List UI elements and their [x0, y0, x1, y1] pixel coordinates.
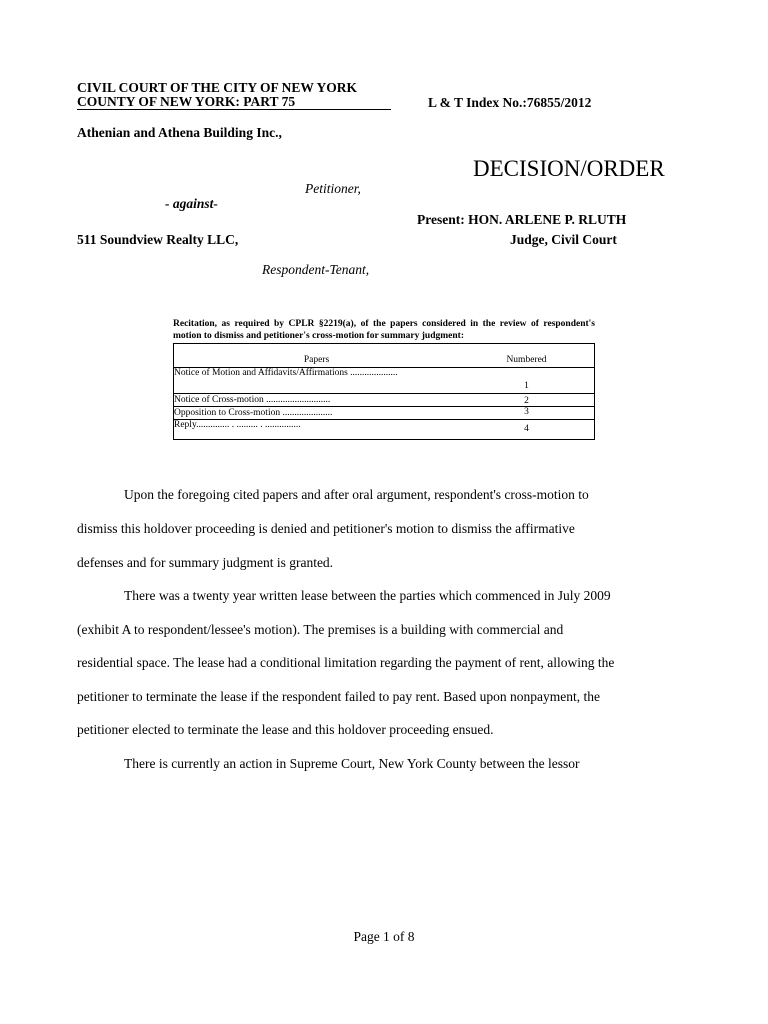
petitioner-role: Petitioner,: [305, 181, 361, 196]
respondent-role: Respondent-Tenant,: [262, 262, 370, 277]
court-part-line: COUNTY OF NEW YORK: PART 75: [77, 94, 296, 109]
papers-table: [173, 343, 595, 440]
paper-description: Notice of Cross-motion ...........................: [174, 395, 331, 405]
body-line: There is currently an action in Supreme Court, New York County between the lessor: [124, 756, 580, 771]
paper-description: Reply.............. . ......... . ...............: [174, 420, 301, 430]
judge-title: Judge, Civil Court: [510, 232, 617, 247]
table-row: [174, 419, 594, 440]
court-name-line: CIVIL COURT OF THE CITY OF NEW YORK: [77, 80, 357, 95]
table-row: [174, 393, 594, 407]
numbered-column-header: Numbered: [506, 355, 547, 365]
document-title: DECISION/ORDER: [473, 156, 665, 181]
present-judge: Present: HON. ARLENE P. RLUTH: [417, 212, 627, 227]
page-number: Page 1 of 8: [353, 929, 415, 944]
paper-description: Notice of Motion and Affidavits/Affirmations ....................: [174, 368, 398, 378]
body-line: (exhibit A to respondent/lessee's motion). The premises is a building with commercial and: [77, 622, 564, 637]
caption-underline: [77, 109, 391, 110]
table-row: [174, 367, 594, 394]
body-line: residential space. The lease had a conditional limitation regarding the payment of rent, allowing the: [77, 655, 615, 670]
paper-number: 3: [524, 407, 529, 417]
body-line: Upon the foregoing cited papers and after oral argument, respondent's cross-motion to: [124, 487, 589, 502]
body-line: dismiss this holdover proceeding is denied and petitioner's motion to dismiss the affirmative: [77, 521, 575, 536]
body-line: There was a twenty year written lease between the parties which commenced in July 2009: [124, 588, 611, 603]
against-label: - against-: [165, 196, 218, 211]
body-line: petitioner elected to terminate the lease and this holdover proceeding ensued.: [77, 722, 494, 737]
body-line: petitioner to terminate the lease if the respondent failed to pay rent. Based upon nonpayment, the: [77, 689, 600, 704]
paper-number: 1: [524, 381, 529, 391]
court-caption: [77, 81, 357, 109]
petitioner-name: Athenian and Athena Building Inc.,: [77, 125, 282, 140]
recitation-text: Recitation, as required by CPLR §2219(a), of the papers considered in the review of respondent's motion to dismiss and petitioner's cross-motion for summary judgment:: [173, 319, 595, 341]
body-line: defenses and for summary judgment is granted.: [77, 555, 334, 570]
papers-column-header: Papers: [303, 355, 330, 365]
table-row: [174, 406, 594, 420]
paper-number: 4: [524, 424, 529, 434]
index-number: L & T Index No.:76855/2012: [428, 95, 592, 110]
paper-description: Opposition to Cross-motion .....................: [174, 408, 333, 418]
paper-number: 2: [524, 396, 529, 406]
respondent-name: 511 Soundview Realty LLC,: [77, 232, 239, 247]
